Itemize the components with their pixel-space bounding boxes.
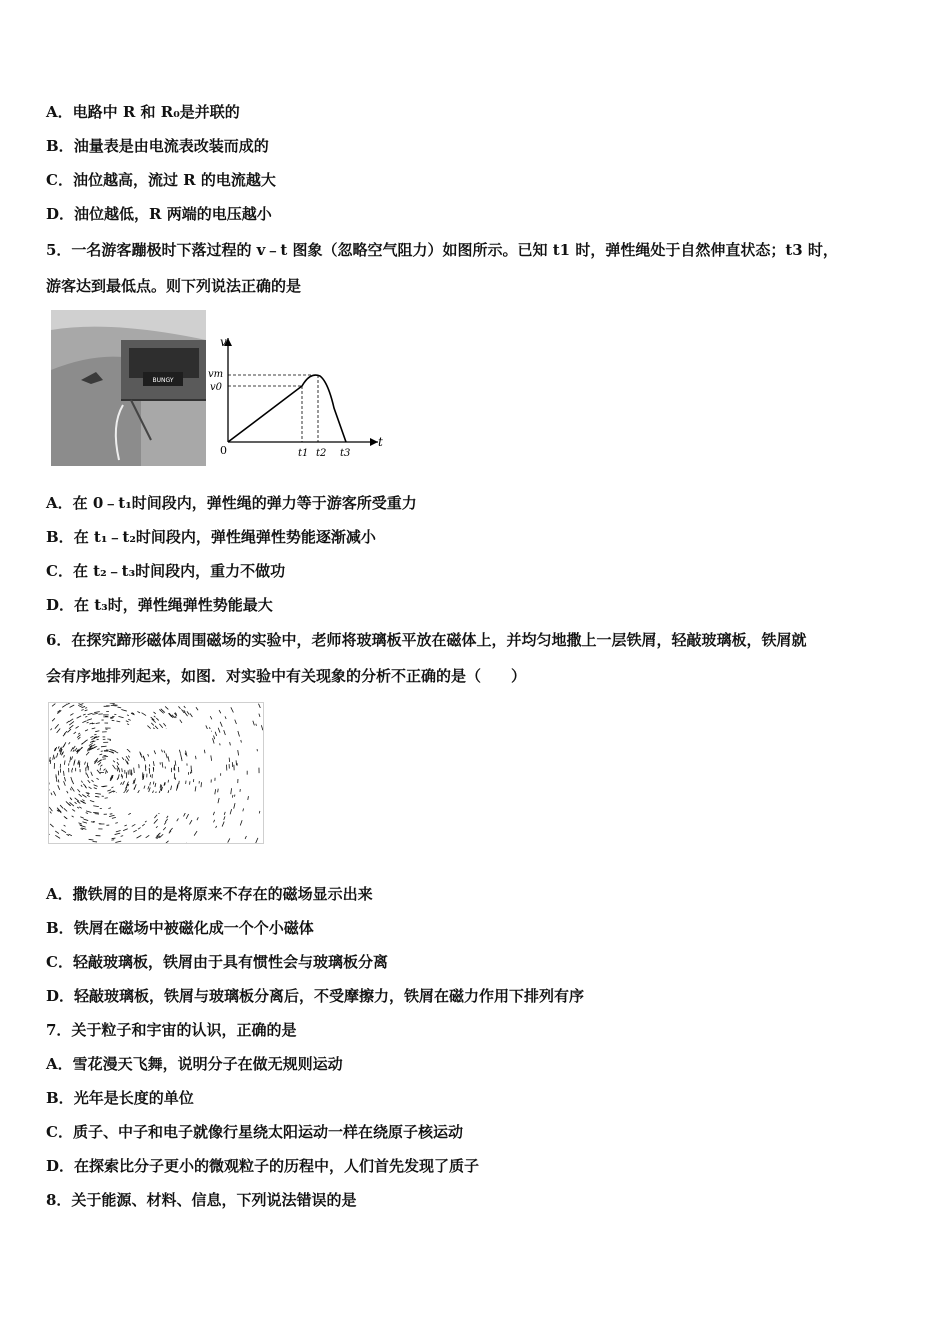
v-axis-label: v xyxy=(220,335,227,349)
q7-option-d: D．在探索比分子更小的微观粒子的历程中，人们首先发现了质子 xyxy=(46,1157,480,1175)
q4-option-c: C．油位越高，流过 R 的电流越大 xyxy=(46,171,276,189)
q4-option-a: A．电路中 R 和 R₀是并联的 xyxy=(46,103,240,121)
q5-stem-line2: 游客达到最低点。则下列说法正确的是 xyxy=(46,277,302,295)
q7-option-c: C．质子、中子和电子就像行星绕太阳运动一样在绕原子核运动 xyxy=(46,1123,463,1141)
q4-option-d: D．油位越低，R 两端的电压越小 xyxy=(46,205,272,223)
v-t-graph xyxy=(206,330,386,460)
t1-label: t1 xyxy=(298,448,309,459)
v0-label: v0 xyxy=(210,382,223,393)
vm-label: vm xyxy=(208,369,224,380)
q5-option-d: D．在 t₃时，弹性绳弹性势能最大 xyxy=(46,596,273,614)
q4-option-b: B．油量表是由电流表改装而成的 xyxy=(46,137,269,155)
q7-stem: 7．关于粒子和宇宙的认识，正确的是 xyxy=(46,1021,297,1039)
q8-stem: 8．关于能源、材料、信息，下列说法错误的是 xyxy=(46,1191,357,1209)
t3-label: t3 xyxy=(340,448,351,459)
iron-filings-image xyxy=(48,702,264,844)
q6-option-d: D．轻敲玻璃板，铁屑与玻璃板分离后，不受摩擦力，铁屑在磁力作用下排列有序 xyxy=(46,987,585,1005)
q6-stem-line2: 会有序地排列起来，如图．对实验中有关现象的分析不正确的是（ ） xyxy=(46,667,527,685)
q6-option-c: C．轻敲玻璃板，铁屑由于具有惯性会与玻璃板分离 xyxy=(46,953,388,971)
t2-label: t2 xyxy=(316,448,327,459)
t-axis-label: t xyxy=(378,435,383,449)
q5-option-a: A．在 0﹣t₁时间段内，弹性绳的弹力等于游客所受重力 xyxy=(46,494,417,512)
q6-option-b: B．铁屑在磁场中被磁化成一个个小磁体 xyxy=(46,919,314,937)
q7-option-a: A．雪花漫天飞舞，说明分子在做无规则运动 xyxy=(46,1055,343,1073)
q6-stem-line1: 6．在探究蹄形磁体周围磁场的实验中，老师将玻璃板平放在磁体上，并均匀地撒上一层铁屑，轻敲玻璃板，铁屑就 xyxy=(46,631,807,649)
q5-option-b: B．在 t₁﹣t₂时间段内，弹性绳弹性势能逐渐减小 xyxy=(46,528,376,546)
bungee-photo xyxy=(51,310,206,466)
q5-option-c: C．在 t₂﹣t₃时间段内，重力不做功 xyxy=(46,562,286,580)
origin-label: 0 xyxy=(220,444,227,457)
q5-stem-line1: 5．一名游客蹦极时下落过程的 v﹣t 图象（忽略空气阻力）如图所示。已知 t1 时，弹性绳处于自然伸直状态；t3 时， xyxy=(46,241,838,259)
bungy-sign-text: BUNGY xyxy=(152,377,174,384)
q7-option-b: B．光年是长度的单位 xyxy=(46,1089,194,1107)
q6-option-a: A．撒铁屑的目的是将原来不存在的磁场显示出来 xyxy=(46,885,373,903)
